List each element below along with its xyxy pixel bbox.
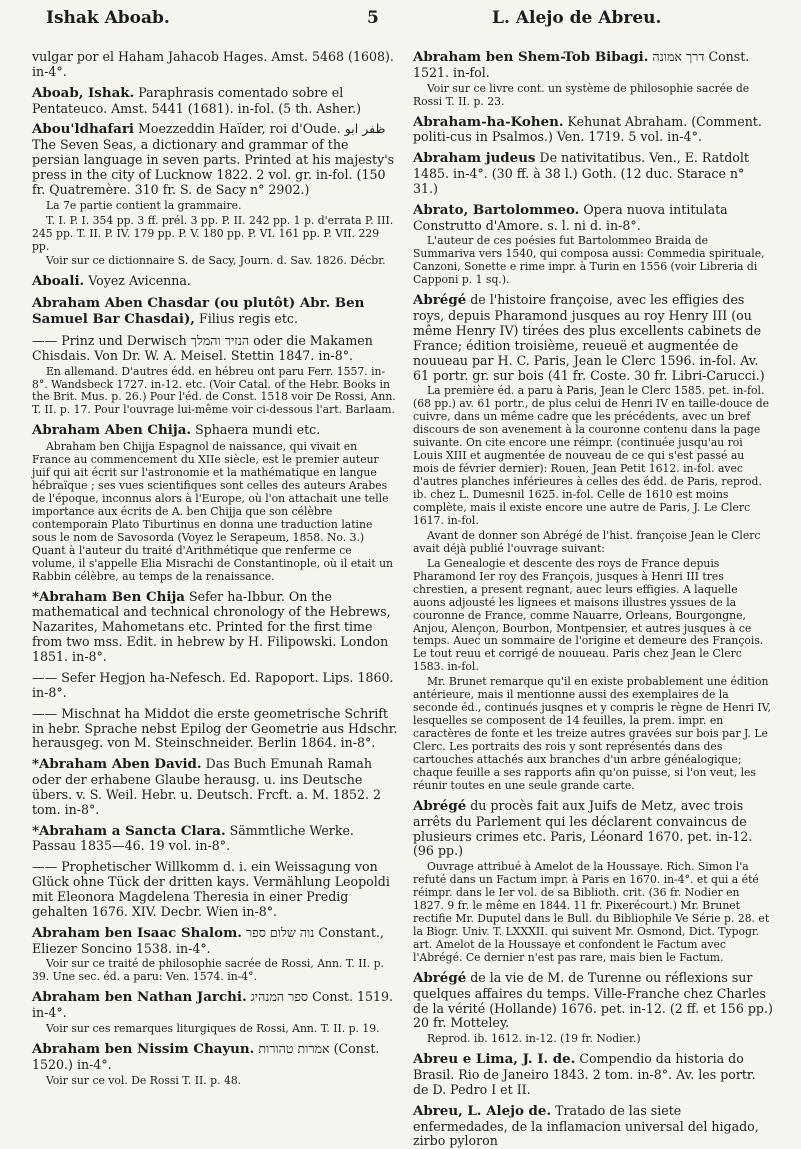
entry-text: ספר המנהיג Const. 1519. in-4°. (32, 989, 394, 1021)
entry-heading: Abraham Aben Chasdar (ou plutôt) Abr. Ben Samuel Bar Chasdai), (32, 295, 365, 328)
entry-note: Avant de donner son Abrégé de l'hist. françoise Jean le Clerc avait déjà publié l'ouvrage suivant: (413, 528, 761, 555)
entry-heading: Abraham ben Shem-Tob Bibagi. (413, 49, 649, 65)
catalog-entry (413, 1052, 773, 1098)
catalog-entry (32, 926, 398, 985)
entry-heading: Abrégé (413, 797, 467, 814)
entry-heading: Abraham ben Nathan Jarchi. (32, 989, 247, 1006)
header-left: Ishak Aboab. (46, 8, 170, 28)
entry-note: La 7e partie contient la grammaire. (46, 198, 242, 212)
catalog-entry (413, 1104, 773, 1149)
entry-text: Opera nuova intitulata Construtto d'Amore. s. l. ni d. in-8°. (413, 201, 728, 233)
entry-text: Sämmtliche Werke. Passau 1835—46. 19 vol. in-8°. (32, 822, 354, 854)
entry-text: Tratado de las siete enfermedades, de la inflamacion universal del higado, zirbo pyloron (413, 1102, 759, 1149)
entry-heading: Abrégé (413, 969, 467, 986)
entry-heading: Aboali. (32, 273, 85, 290)
entry-heading: Abraham-ha-Kohen. (413, 113, 564, 130)
header-right: L. Alejo de Abreu. (492, 8, 662, 28)
entry-heading: Aboab, Ishak. (32, 84, 135, 101)
catalog-entry (413, 971, 773, 1046)
entry-heading: Abraham judeus (413, 150, 536, 167)
entry-note: Voir sur ce traité de philosophie sacrée de Rossi, Ann. T. II. p. 39. Une sec. éd. a paru: Ven. 1574. in-4°. (32, 957, 384, 984)
entry-text: de la vie de M. de Turenne ou réflexions sur quelques affaires du temps. Ville-Franche chez Charles de la vérité (Hollande) 1676. pet. in-12. (2 ff. et 156 pp.) 20 fr. Motteley. (413, 969, 773, 1031)
entry-text: —— Prophetischer Willkomm d. i. ein Weissagung von Glück ohne Tück der dritten kays. Vermählung Leopoldi mit Eleonora Magdelena Theresia in einer Predig gehalten 1676. XIV. Decbr. Wien in-8°. (32, 859, 390, 919)
entry-heading: Abraham ben Nissim Chayun. (32, 1040, 255, 1057)
catalog-entry (413, 151, 773, 197)
entry-note: La Genealogie et descente des roys de France depuis Pharamond Ier roy des François, jusques à Henri III tres chrestien, a present regnant, auec leurs effigies. A laquelle auons adjousté les lignees et maisons illustres yssues de la couronne de France, comme Nauarre, Orleans, Bourgongne, Anjou, Alençon, Bourbon, Montpensier, et autres jusques à ce temps. Auec un sommaire de l'origine et demeure des François. Le tout reuu et corrigé de nouueau. Paris chez Jean le Clerc 1583. in-fol. (413, 556, 764, 674)
entry-text: —— Prinz und Derwisch הנזיר והמלך oder die Makamen Chisdais. Von Dr. W. A. Meisel. Stettin 1847. in-8°. (32, 332, 373, 363)
entry-heading: Abrégé (413, 292, 467, 309)
entry-text: Compendio da historia do Brasil. Rio de Janeiro 1843. 2 tom. in-8°. Av. les portr. de D. Pedro I et II. (413, 1051, 756, 1097)
catalog-entry (413, 293, 773, 793)
entry-text: Kehunat Abraham. (Comment. politi-cus in Psalmos.) Ven. 1719. 5 vol. in-4°. (413, 113, 762, 145)
catalog-entry (32, 274, 398, 290)
entry-note: Ouvrage attribué à Amelot de la Houssaye. Rich. Simon l'a refuté dans un Factum impr. à Paris en 1670. in-4°. et qui a été réimpr. dans le Ier vol. de sa Biblioth. crit. (36 fr. Nodier en 1827. 9 fr. le même en 1844. 11 fr. Pixerécourt.) Mr. Brunet rectifie Mr. Duputel dans le Bull. du Bibliophile Ve Série p. 28. et la Biogr. Univ. T. LXXXII. qui suivent Mr. Osmond, Dict. Typogr. art. Amelot de la Houssaye et confondent le Factum avec l'Abrégé. Ce dernier n'est pas rare, mais bien le Factum. (413, 860, 770, 964)
catalog-entry (413, 799, 773, 965)
catalog-entry (32, 1042, 398, 1088)
catalog-entry (32, 860, 398, 919)
entry-text: Sefer ha-Ibbur. On the mathematical and technical chronology of the Hebrews, Nazarites, Mahometans etc. Printed for the first time from two mss. Edit. in hebrew by H. Filipowski. London 1851. in-8°. (32, 588, 391, 665)
entry-note: En allemand. D'autres édd. en hébreu ont paru Ferr. 1557. in-8°. Wandsbeck 1727. in-12. etc. (Voir Catal. of the Hebr. Books in the Brit. Mus. p. 26.) Pour l'éd. de Const. 1518 voir De Rossi, Ann. T. II. p. 17. Pour l'ouvrage lui-même voir ci-dessous l'art. Barlaam. (32, 364, 396, 417)
catalog-entry (32, 707, 398, 752)
entry-heading: Abraham Aben Chija. (32, 422, 192, 439)
running-header (0, 8, 801, 38)
entry-heading: *Abraham Aben David. (32, 756, 202, 773)
catalog-entry (32, 590, 398, 665)
right-column (413, 49, 773, 1149)
entry-note: Voir sur ce vol. De Rossi T. II. p. 48. (46, 1073, 242, 1087)
entry-heading: Abreu e Lima, J. I. de. (413, 1051, 576, 1068)
entry-note: L'auteur de ces poésies fut Bartolommeo Braida de Summariva vers 1540, qui composa aussi: Commedia spirituale, Canzoni, Sonette e rime impr. à Turin en 1556 (voir Libreria di Capponi p. 1 sq.). (413, 234, 765, 287)
catalog-entry (413, 50, 773, 109)
entry-note: Mr. Brunet remarque qu'il en existe probablement une édition antérieure, mais il mentionne aussi des exemplaires de la seconde éd., continués jusqnes et y compris le règne de Henri IV, lesquelles se composent de 14 feuilles, la prem. impr. en caractères de fonte et les treize autres gravées sur bois par J. Le Clerc. Les portraits des rois y sont représentés dans des cartouches attachés aux branches d'un arbre généalogique; chaque feuille a ses rapports afin qu'on puisse, si l'on veut, les réunir toutes en une seule grande carte. (413, 675, 772, 792)
entry-heading: Abou'ldhafari (32, 121, 134, 138)
entry-text: Filius regis etc. (198, 311, 298, 327)
entry-text: דרך אמונה Const. 1521. in-fol. (413, 49, 750, 80)
catalog-entry (32, 334, 398, 418)
catalog-entry (32, 423, 398, 583)
entry-heading: Abraham ben Isaac Shalom. (32, 924, 242, 941)
catalog-entry (32, 990, 398, 1036)
catalog-entry (32, 86, 398, 117)
entry-note: Abraham ben Chijja Espagnol de naissance, qui vivait en France au commencement du XIIe siècle, est le premier auteur juif qui ait écrit sur l'astronomie et la mathématique en langue hébraïque ; ses vues scientifiques sont celles des auteurs Arabes de l'époque, inconnus alors à l'Europe, où l'on attachait une telle importance aux écrits de A. ben Chijja que son célèbre contemporain Plato Tiburtinus en donna une traduction latine sous le nom de Savosorda (Voyez le Serapeum, 1858. No. 3.) Quant à l'auteur du traité d'Arithmétique que renferme ce volume, il s'appelle Elia Misrachi de Constantinople, où il etait un Rabbin célèbre, au temps de la renaissance. (32, 440, 394, 583)
entry-note: Voir sur ce dictionnaire S. de Sacy, Journ. d. Sav. 1826. Décbr. (46, 254, 386, 268)
entry-note: T. I. P. I. 354 pp. 3 ff. prél. 3 pp. P. II. 242 pp. 1 p. d'errata P. III. 245 pp. T. II. P. IV. 179 pp. P. V. 180 pp. P. VI. 161 pp. P. VII. 229 pp. (32, 213, 394, 253)
catalog-entry (413, 115, 773, 146)
entry-text: du procès fait aux Juifs de Metz, avec trois arrêts du Parlement qui les déclarent convaincus de plusieurs crimes etc. Paris, Léonard 1670. pet. in-12. (96 pp.) (413, 797, 753, 859)
catalog-entry (32, 824, 398, 855)
entry-text: vulgar por el Haham Jahacob Hages. Amst. 5468 (1608). in-4°. (32, 49, 394, 79)
entry-text: Das Buch Emunah Ramah oder der erhabene Glaube herausg. u. ins Deutsche übers. v. S. Weil. Hebr. u. Deutsch. Frcft. a. M. 1852. 2 tom. in-8°. (32, 756, 381, 817)
entry-text: De nativitatibus. Ven., E. Ratdolt 1485. in-4°. (30 ff. à 38 l.) Goth. (12 duc. Starace n° 31.) (413, 150, 749, 196)
entry-text: Voyez Avicenna. (88, 273, 191, 289)
entry-text: אמרות טהורות (Const. 1520.) in-4°. (32, 1040, 380, 1072)
entry-text: Paraphrasis comentado sobre el Pentateuco. Amst. 5441 (1681). in-fol. (5 th. Asher.) (32, 84, 362, 116)
entry-note: Voir sur ce livre cont. un système de philosophie sacrée de Rossi T. II. p. 23. (413, 81, 750, 108)
entry-note: La première éd. a paru à Paris, Jean le Clerc 1585. pet. in-fol. (68 pp.) av. 61 portr., de plus celui de Henri IV en taille-douce de cuivre, dans un même cadre que les précédents, avec un bref discours de son avenement à la couronne contenu dans la page suivante. On cite encore une réimpr. (continuée jusqu'au roi Louis XIII et augmentée de nouveau de ce qui s'est passé au mois de février dernier): Rouen, Jean Petit 1612. in-fol. avec d'autres planches inférieures à celles des édd. de Paris, reprod. ib. chez L. Dumesnil 1625. in-fol. Celle de 1610 est moins complète, mais il existe encore une autre de Paris, J. Le Clerc 1617. in-fol. (413, 384, 770, 527)
entry-heading: Abreu, L. Alejo de. (413, 1102, 552, 1119)
entry-text: —— Mischnat ha Middot die erste geometrische Schrift in hebr. Sprache nebst Epilog der Geometrie aus Hdschr. herausgeg. von M. Steinschneider. Berlin 1864. in-8°. (32, 705, 398, 751)
entry-text: נוה שלום ספר Constant., Eliezer Soncino 1538. in-4°. (32, 924, 384, 956)
catalog-entry (32, 296, 398, 328)
catalog-entry (413, 203, 773, 287)
entry-note: Voir sur ces remarques liturgiques de Rossi, Ann. T. II. p. 19. (46, 1021, 380, 1035)
entry-text: Sphaera mundi etc. (195, 422, 321, 438)
entry-text: de l'histoire françoise, avec les effigies des roys, depuis Pharamond jusques au roy Henry III (ou même Henry IV) tirées des plus excellents cabinets de France; édition troisième, reueuë et augmentée de nouueau par H. C. Paris, Jean le Clerc 1596. in-fol. Av. 61 portr. gr. sur bois (41 fr. Coste. 30 fr. Libri-Carucci.) (413, 292, 765, 383)
entry-text: —— Sefer Hegjon ha-Nefesch. Ed. Rapoport. Lips. 1860. in-8°. (32, 669, 394, 700)
entry-text: Moezzeddin Haïder, roi d'Oude. ظفر ابو The Seven Seas, a dictionary and grammar of the persian language in seven parts. Printed at his majesty's press in the city of Lucknow 1822. 2 vol. gr. in-fol. (150 fr. Quatremère. 310 fr. S. de Sacy n° 2902.) (32, 121, 395, 197)
catalog-entry (32, 757, 398, 817)
entry-note: Reprod. ib. 1612. in-12. (19 fr. Nodier.) (427, 1032, 641, 1046)
page-number: 5 (367, 8, 379, 28)
left-column (32, 50, 398, 1100)
catalog-entry (32, 122, 398, 268)
catalog-entry (32, 671, 398, 701)
entry-heading: *Abraham Ben Chija (32, 588, 185, 605)
entry-heading: *Abraham a Sancta Clara. (32, 822, 226, 839)
entry-heading: Abrato, Bartolommeo. (413, 201, 580, 218)
catalog-entry (32, 50, 398, 80)
